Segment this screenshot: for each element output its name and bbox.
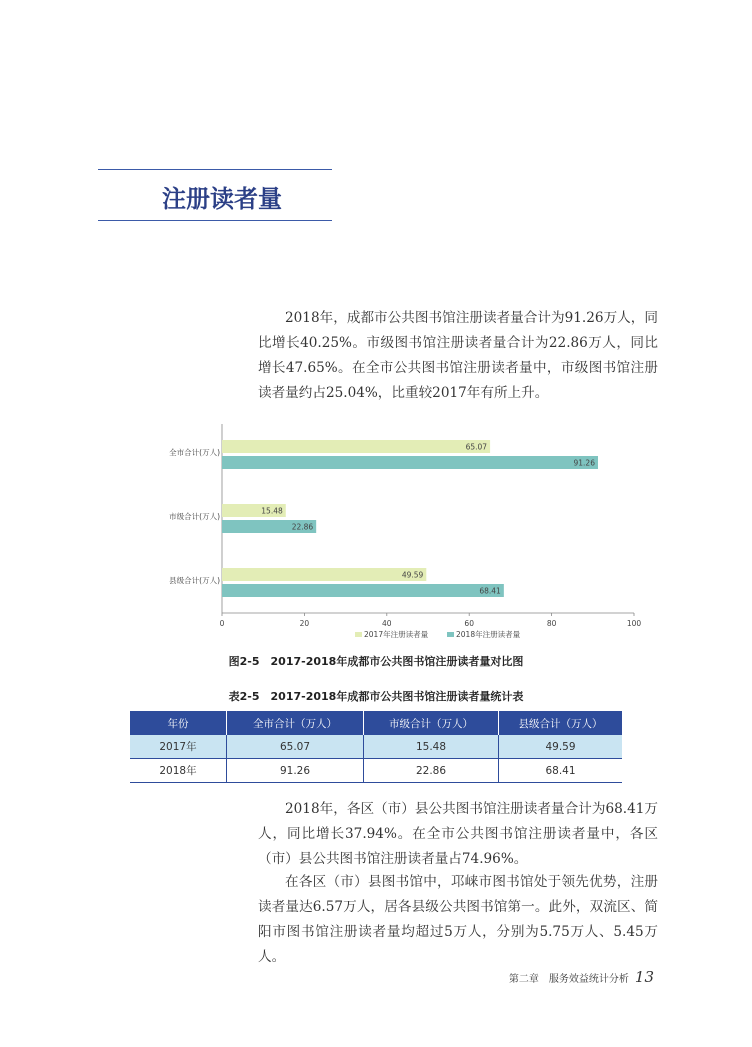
paragraph-3: 在各区（市）县图书馆中，邛崃市图书馆处于领先优势，注册读者量达6.57万人，居各县级公共图书馆第一。此外，双流区、简阳市图书馆注册读者量均超过5万人，分别为5.75万人、5.45万人。 (258, 874, 658, 965)
x-tick-label: 20 (299, 619, 310, 628)
bar (222, 440, 490, 453)
header-county-total: 县级合计（万人） (499, 711, 623, 735)
bar (222, 568, 426, 581)
cell-municipal-total: 22.86 (364, 759, 499, 783)
legend-label: 2017年注册读者量 (364, 630, 429, 639)
data-label: 91.26 (573, 458, 595, 468)
data-label: 15.48 (261, 506, 283, 516)
paragraph-2: 2018年，各区（市）县公共图书馆注册读者量合计为68.41万人，同比增长37.94%。在全市公共图书馆注册读者量中，各区（市）县公共图书馆注册读者量占74.96%。 (258, 801, 658, 867)
category-label: 全市合计(万人) (169, 448, 220, 457)
header-municipal-total: 市级合计（万人） (364, 711, 499, 735)
cell-city-total: 65.07 (227, 735, 364, 759)
page-footer (509, 968, 654, 986)
cell-municipal-total: 15.48 (364, 735, 499, 759)
legend-swatch (447, 632, 454, 637)
page-number: 13 (634, 968, 654, 986)
data-label: 68.41 (479, 586, 501, 596)
cell-city-total: 91.26 (227, 759, 364, 783)
paragraph-1: 2018年，成都市公共图书馆注册读者量合计为91.26万人，同比增长40.25%。市级图书馆注册读者量合计为22.86万人，同比增长47.65%。在全市公共图书馆注册读者量中，市级图书馆注册读者量约占25.04%，比重较2017年有所上升。 (258, 310, 658, 401)
data-label: 49.59 (401, 570, 424, 580)
bar (222, 584, 504, 597)
stats-table (130, 711, 622, 783)
bar (222, 456, 598, 469)
legend-swatch (355, 632, 362, 637)
x-tick-label: 40 (382, 619, 392, 628)
chart-svg (150, 420, 650, 645)
x-tick-label: 100 (626, 619, 642, 628)
footer-chapter: 第二章 服务效益统计分析 (508, 974, 629, 985)
table-header-row (130, 711, 622, 735)
data-label: 22.86 (291, 522, 314, 532)
cell-county-total: 49.59 (499, 735, 623, 759)
cell-year: 2018年 (130, 759, 227, 783)
legend-label: 2018年注册读者量 (456, 630, 521, 639)
cell-county-total: 68.41 (499, 759, 623, 783)
data-label: 65.07 (465, 442, 488, 452)
cell-year: 2017年 (130, 735, 227, 759)
category-label: 市级合计(万人) (169, 512, 220, 521)
header-city-total: 全市合计（万人） (227, 711, 364, 735)
figure-caption: 图2-5 2017-2018年成都市公共图书馆注册读者量对比图 (228, 655, 524, 668)
table-caption: 表2-5 2017-2018年成都市公共图书馆注册读者量统计表 (228, 690, 524, 703)
section-title: 注册读者量 (162, 185, 282, 213)
table-row (130, 735, 622, 759)
bar-chart (150, 420, 650, 645)
x-tick-label: 60 (464, 619, 474, 628)
x-tick-label: 80 (546, 619, 557, 628)
x-tick-label: 0 (219, 619, 225, 628)
section-heading (98, 169, 332, 221)
table-row (130, 759, 622, 783)
header-year: 年份 (130, 711, 227, 735)
category-label: 县级合计(万人) (169, 576, 220, 585)
